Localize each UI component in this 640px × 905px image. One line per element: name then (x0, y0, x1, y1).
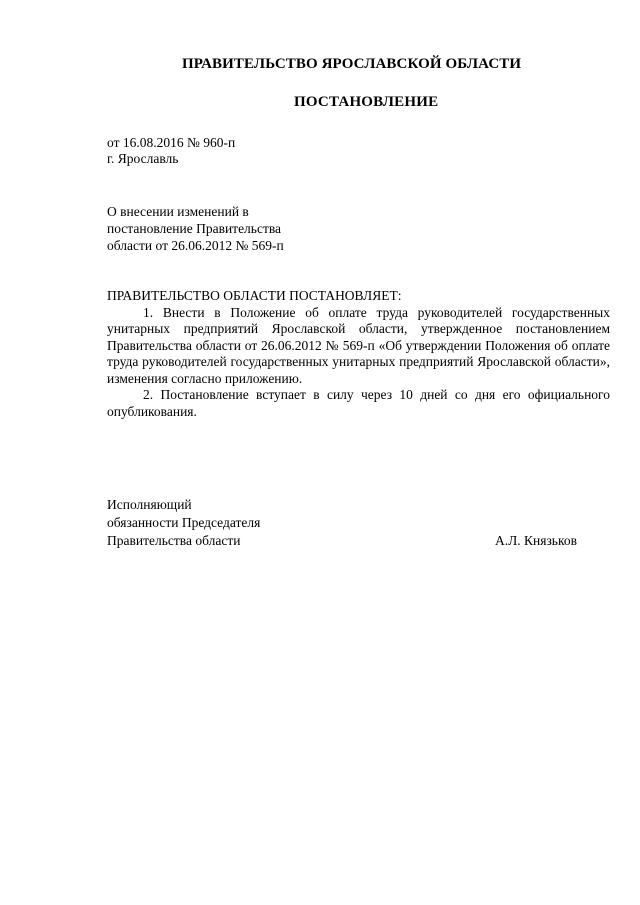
resolution-item-1: 1. Внести в Положение об оплате труда руководителей государственных унитарных предприятий Ярославской области, утвержденное постановлением Правительства области от 26.06.2012 № 569-п «Об утверждении Положения об оплате труда руководителей государственных унитарных предприятий Ярославской области», изменения согласно приложению. (107, 304, 610, 386)
document-date-number: от 16.08.2016 № 960-п (107, 135, 236, 150)
document-city: г. Ярославль (107, 151, 179, 166)
subject-line-3: области от 26.06.2012 № 569-п (107, 238, 284, 253)
document-type-title: ПОСТАНОВЛЕНИЕ (294, 94, 439, 110)
signatory-position-line-2: обязанности Председателя (107, 515, 261, 530)
resolution-body (107, 288, 610, 420)
subject-line-1: О внесении изменений в (107, 204, 249, 219)
resolution-intro: ПРАВИТЕЛЬСТВО ОБЛАСТИ ПОСТАНОВЛЯЕТ: (107, 288, 402, 303)
subject-line-2: постановление Правительства (107, 221, 282, 236)
signatory-position-line-3: Правительства области (107, 533, 241, 548)
signatory-position (107, 496, 260, 550)
government-title: ПРАВИТЕЛЬСТВО ЯРОСЛАВСКОЙ ОБЛАСТИ (182, 56, 522, 72)
signatory-name: А.Л. Князьков (495, 533, 577, 548)
signatory-position-line-1: Исполняющий (107, 497, 192, 512)
resolution-item-2: 2. Постановление вступает в силу через 10 дней со дня его официального опубликования. (107, 387, 610, 419)
